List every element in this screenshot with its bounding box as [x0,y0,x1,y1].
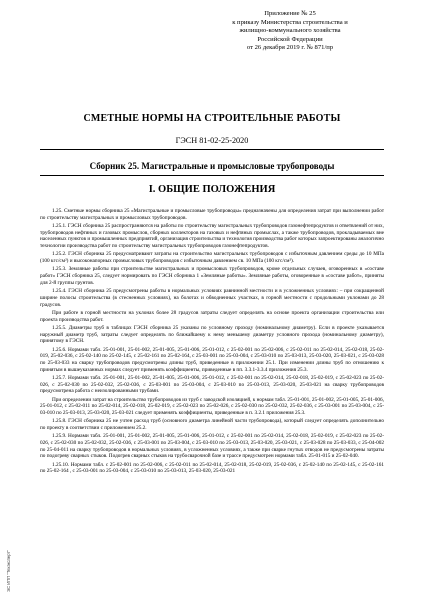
paragraph: 1.25.4. ГЭСН сборника 25 предусмотрены работы в нормальных условиях равнинной местности и в усложненных условиях: – при сокращенной ширине полосы строительства (в стесненных условиях), на болотах и обводненных участках, в горной местности с продольными уклонами до 28 градусов. [40,288,384,308]
appendix-line: от 26 декабря 2019 г. № 871/пр [246,44,334,52]
appendix-block [200,10,380,53]
divider [40,149,384,150]
paragraph: При работе в горной местности на уклонах более 28 градусов затраты следует определять на основе проекта организации строительства или проекта производства работ. [40,309,384,323]
paragraph: 1.25.8. ГЭСН сборника 25 не учтен расход труб (основного диаметра линейной части трубопровода), который следует определять дополнительно по проекту в соответствии с приложением 25.2. [40,418,384,432]
paragraph: 1.25.9. Нормами табл. 25-01-001, 25-01-002, 25-01-005, 25-01-006, 25-01-012, с 25-02-001 по 25-02-014, 25-02-018, 25-02-019, с 25-02-023 по 25-02-026, с 25-02-030 по 25-02-032, 25-02-036, с 25-03-001 по 25-03-004, с 25-03-010 по 25-03-013, 25-03-020, 25-03-021, с 25-03-028 по 25-03-033, с 25-04-002 по 25-04-011 на сварку трубопроводов в нормальных условиях, в усложненных условиях, а также при сварке гнутых отводов не предусмотрены затраты по подогреву сварных стыков. Подогрев сварных стыков на трубосварочной базе и трассе предусмотрен нормами табл. 25-01-015 и 25-02-040. [40,433,384,460]
paragraph: При определении затрат на строительство трубопроводов из труб с заводской изоляцией, к нормам табл. 25-01-001, 25-01-002, 25-01-005, 25-01-006, 25-01-012, с 25-02-011 по 25-02-014, 25-02-018, 25-02-019, с 25-02-023 по 25-02-026, с 25-02-030 по 25-02-032, 25-02-036, с 25-03-001 по 25-03-004, с 25-03-010 по 25-03-013, 25-03-020, 25-03-021 следует применять коэффициенты, приведенные в п. 3.2.1 приложения 25.3. [40,396,384,417]
paragraph: 1.25.5. Диаметры труб в таблицах ГЭСН сборника 25 указаны по условному проходу (номинальному диаметру). Если в проекте указывается наружный диаметр труб, затраты следует определять по ближайшему к нему меньшему диаметру условного прохода (номинальному диаметру), принятому в ГЭСН. [40,324,384,345]
document-title: СМЕТНЫЕ НОРМЫ НА СТРОИТЕЛЬНЫЕ РАБОТЫ [83,113,341,124]
divider [40,175,384,176]
source-stamp: ЭС ИПП "Техэксперт" [6,550,11,592]
body-text [40,208,384,477]
paragraph: 1.25.3. Земляные работы при строительстве магистральных и промысловых трубопроводов, кроме отдельных случаев, оговоренных в «составе работ» ГЭСН сборника 25, следует нормировать по ГЭСН сборника 1 «Земляные работы». Земляные работы, оговоренные в «составе работ», приняты для 2-й группы грунтов. [40,266,384,286]
paragraph: 1.25.10. Нормами табл. с 25-02-001 по 25-02-006, с 25-02-011 по 25-02-014, 25-02-018, 25-02-019, 25-02-036, с 25-02-140 по 25-02-145, с 25-02-161 по 25-02-164 , с 25-03-001 по 25-03-004, с 25-03-010 по 25-03-013, 25-03-020, 25-03-021 [40,461,384,475]
appendix-line: Приложение № 25 [264,10,316,17]
paragraph: 1.25.6. Нормами табл. 25-01-001, 25-01-002, 25-01-005, 25-01-006, 25-01-012, с 25-02-001 по 25-02-006, с 25-02-011 по 25-02-014, 25-02-018, 25-02-019, 25-02-036, с 25-02-140 по 25-02-145, с 25-02-161 по 25-02-164, с 25-03-001 по 25-03-004, с 25-03-010 по 25-03-013, 25-03-020, 25-03-021, с 25-03-028 по 25-03-033 на сварку трубопроводов предусмотрены длины труб, приведенные в приложении 25.1. При изменении длины труб по отношению к принятым в вышеуказанных нормах следует применять коэффициенты, приведенные в пп. 3.3.1-3.3.4 приложения 25.3. [40,346,384,373]
appendix-line: жилищно-коммунального хозяйства [239,27,341,35]
paragraph: 1.25.1. ГЭСН сборника 25 распространяются на работы по строительству магистральных трубопроводов газонефтепродуктов и ответвлений от них, трубопроводов нефтяных и газовых промыслов, сборных коллекторов на газовых и нефтяных промыслах, а также трубопроводов, прокладываемых вне населенных пунктов и промышленных предприятий, организация строительства и технология производства работ которых запроектированы аналогично технологии производства работ по строительству магистральных трубопроводов газонефтепродуктов. [40,223,384,250]
collection-title: Сборник 25. Магистральные и промысловые трубопроводы [89,161,335,171]
paragraph: 1.25. Сметные нормы сборника 25 «Магистральные и промысловые трубопроводы» предназначены для определения затрат при выполнении работ по строительству магистральных и промысловых трубопроводов. [40,208,384,221]
paragraph: 1.25.7. Нормами табл. 25-01-001, 25-01-002, 25-01-005, 25-01-006, 25-01-012, с 25-02-001 по 25-02-014, 25-02-018, 25-02-019, с 25-02-023 по 25-02-026, с 25-02-030 по 25-02-032, 25-02-036, с 25-03-001 по 25-03-004, с 25-03-010 по 25-03-013, 25-03-020, 25-03-021 на сварку трубопроводов предусмотрена работа с неизолированными трубами. [40,374,384,395]
paragraph: 1.25.2. ГЭСН сборника 25 предусматривают затраты на строительство магистральных трубопроводов с избыточным давлением среды до 10 МПа (100 кгс/см²) и высоконапорных промысловых трубопроводов с избыточным давлением св. 10 МПа (100 кгс/см²). [40,251,384,265]
section-title: I. ОБЩИЕ ПОЛОЖЕНИЯ [148,184,276,195]
appendix-line: к приказу Министерства строительства и [232,18,348,26]
norm-code: ГЭСН 81-02-25-2020 [175,136,249,145]
appendix-line: Российской Федерации [257,35,323,43]
